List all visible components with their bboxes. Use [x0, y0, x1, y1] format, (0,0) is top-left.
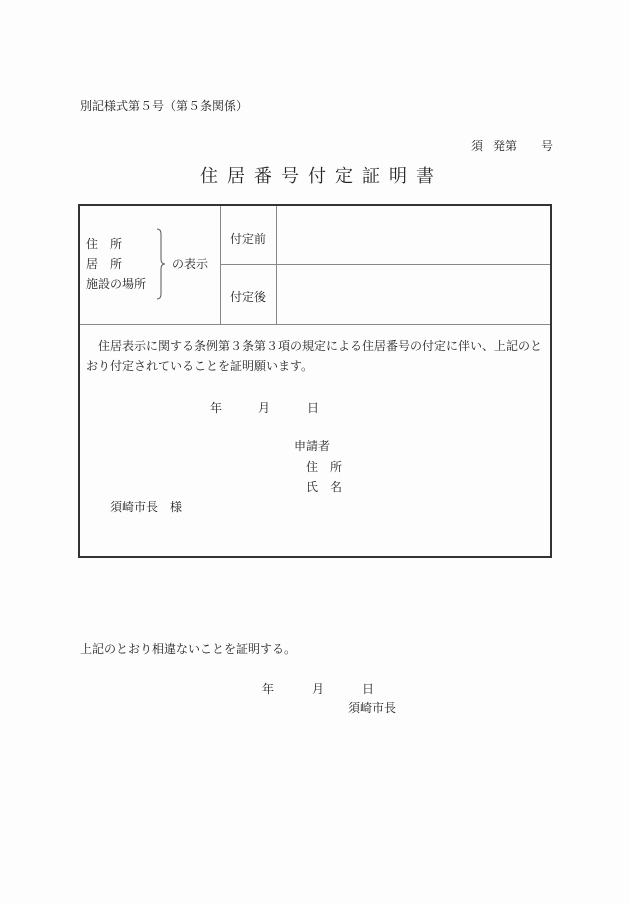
- document-number: [471, 137, 553, 154]
- application-form-box: [78, 204, 552, 558]
- display-suffix-label: の表示: [172, 257, 209, 271]
- page-title: 住居番号付定証明書: [200, 166, 443, 187]
- before-assignment-label: 付定前: [230, 232, 267, 246]
- before-assignment-field[interactable]: [280, 210, 546, 262]
- issuer: 須崎市長: [348, 701, 397, 715]
- applicant-name-label: 氏 名: [306, 480, 343, 494]
- doc-number-suffix: 号: [541, 139, 554, 153]
- address-label-list: [86, 234, 146, 294]
- application-date-year: 年: [210, 401, 223, 415]
- certification-date-day: 日: [362, 682, 375, 696]
- applicant-address-label: 住 所: [306, 460, 343, 474]
- form-number: 別記様式第５号（第５条関係）: [80, 99, 249, 113]
- doc-number-prefix: 須: [471, 139, 484, 153]
- column-divider-2: [276, 206, 277, 324]
- section-divider: [80, 324, 550, 325]
- application-date-month: 月: [258, 401, 271, 415]
- column-divider-1: [220, 206, 221, 324]
- application-statement-text: 住居表示に関する条例第３条第３項の規定による住居番号の付定に伴い、上記のとおり付定されていることを証明願います。: [86, 339, 543, 373]
- doc-number-middle: 発第: [493, 139, 518, 153]
- application-date-day: 日: [307, 401, 320, 415]
- applicant-label: 申請者: [294, 439, 331, 453]
- application-statement: [86, 336, 548, 376]
- after-assignment-label: 付定後: [230, 290, 267, 304]
- addressee: 須崎市長 様: [110, 500, 183, 514]
- certification-date-year: 年: [262, 682, 275, 696]
- address-label-facility: 施設の場所: [86, 277, 147, 291]
- certification-date-month: 月: [312, 682, 325, 696]
- address-label-kyosho: 居 所: [86, 257, 123, 271]
- row-divider-before-after: [220, 264, 550, 265]
- right-brace-icon: [156, 228, 168, 300]
- after-assignment-field[interactable]: [280, 268, 546, 320]
- certification-statement: 上記のとおり相違ないことを証明する。: [80, 642, 297, 656]
- address-label-jusho: 住 所: [86, 237, 123, 251]
